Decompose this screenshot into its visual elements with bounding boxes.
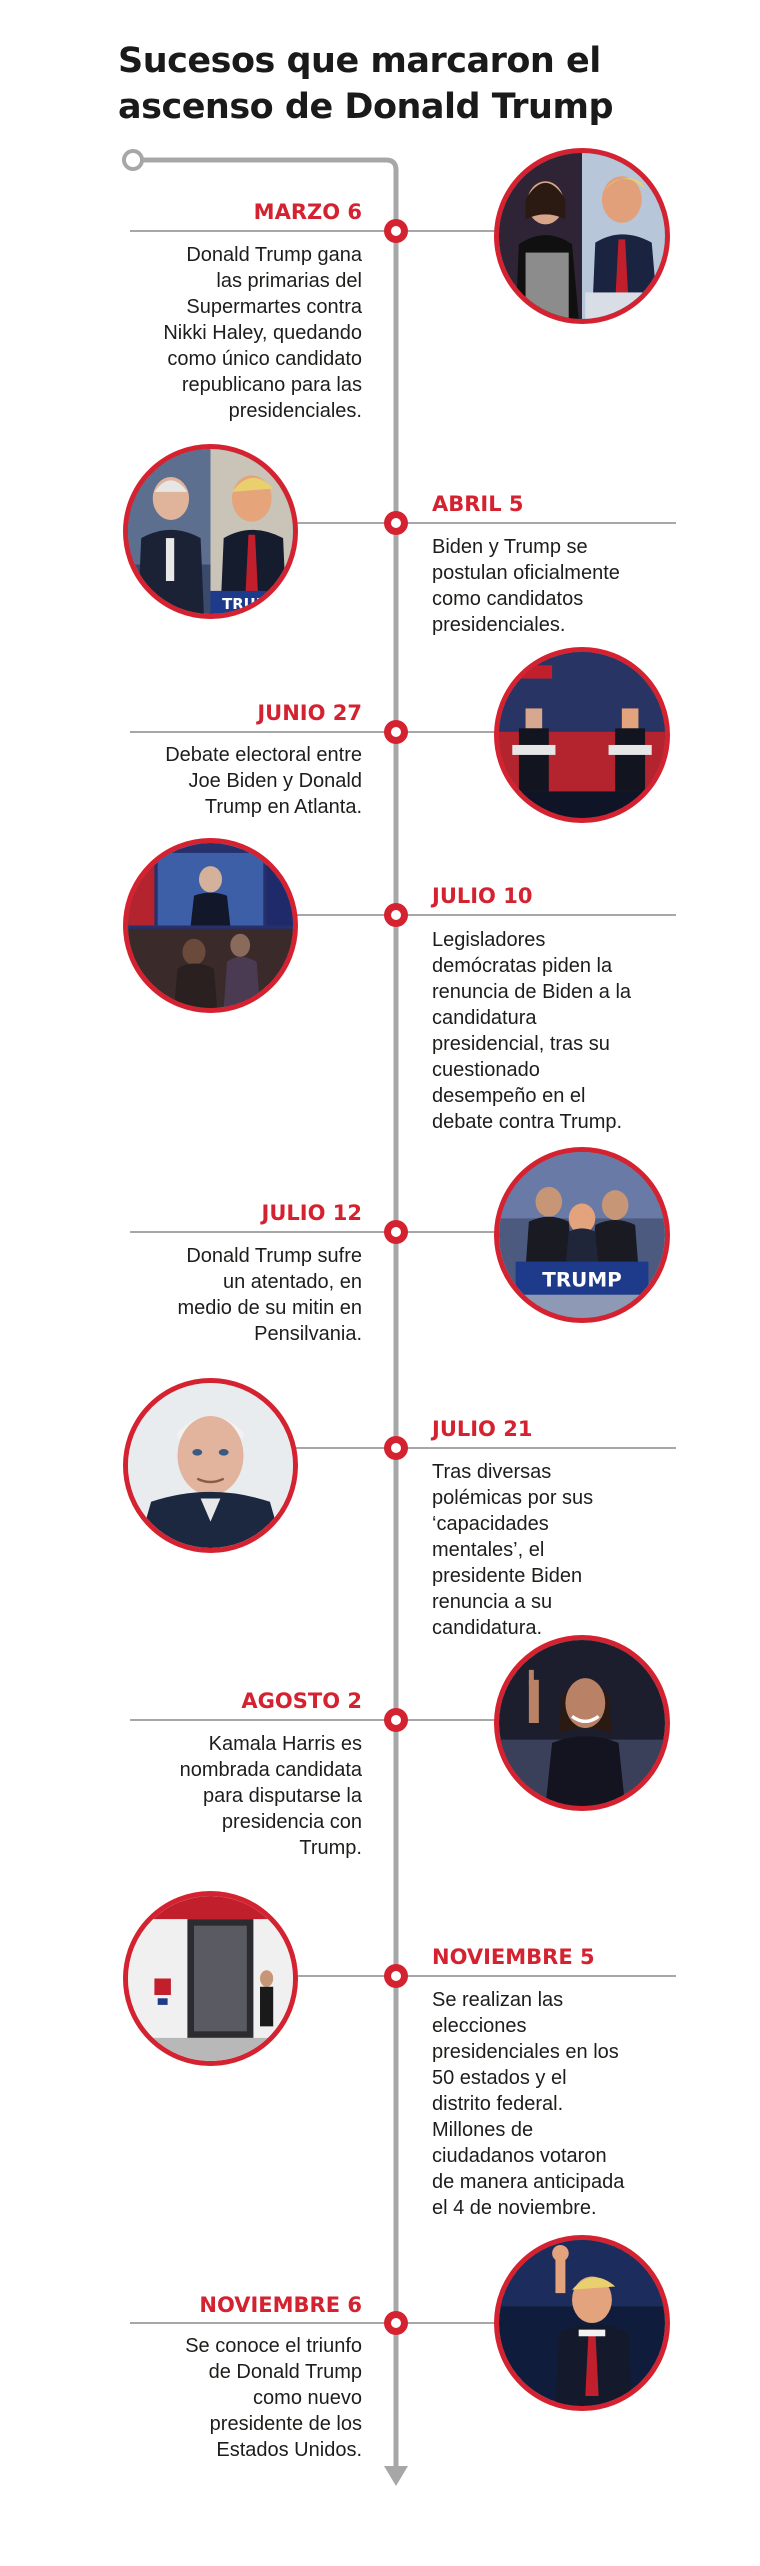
event-description-agosto-2: [180, 1731, 362, 1861]
event-date-agosto-2: AGOSTO 2: [241, 1689, 362, 1713]
event-date-marzo-6: MARZO 6: [253, 200, 362, 224]
event-date-noviembre-5: NOVIEMBRE 5: [432, 1945, 595, 1969]
debate-watch-photo: [123, 838, 298, 1013]
event-text-line: un atentado, en: [222, 1271, 362, 1293]
event-text-line: Trump en Atlanta.: [204, 796, 362, 818]
event-description-julio-21: [432, 1459, 593, 1641]
trump-victory-photo: [494, 2235, 670, 2411]
event-node-center: [391, 1971, 401, 1981]
event-text-line: ciudadanos votaron: [432, 2145, 607, 2167]
event-node-center: [391, 2318, 401, 2328]
event-text-line: Joe Biden y Donald: [188, 770, 362, 792]
event-text-line: las primarias del: [216, 270, 362, 292]
event-text-line: Biden y Trump se: [432, 536, 588, 558]
event-date-julio-21: JULIO 21: [432, 1417, 533, 1441]
event-text-line: presidencial, tras su: [432, 1033, 610, 1055]
event-date-abril-5: ABRIL 5: [432, 492, 524, 516]
event-text-line: Donald Trump gana: [186, 244, 362, 266]
event-text-line: Pensilvania.: [254, 1323, 362, 1345]
event-text-line: presidencia con: [221, 1811, 362, 1833]
event-node-center: [391, 1227, 401, 1237]
event-text-line: Se conoce el triunfo: [185, 2335, 362, 2357]
event-text-line: presidenciales.: [432, 614, 566, 636]
title-line-1: Sucesos que marcaron el: [118, 41, 601, 81]
biden-portrait-photo: [123, 1378, 298, 1553]
event-text-line: Legisladores: [432, 929, 546, 951]
event-text-line: presidente Biden: [432, 1565, 583, 1587]
event-text-line: candidatura.: [432, 1617, 543, 1639]
event-text-line: Donald Trump sufre: [186, 1245, 362, 1267]
debate-photo: [494, 647, 670, 823]
event-text-line: como candidatos: [432, 588, 584, 610]
biden-trump-photo: [123, 444, 298, 619]
event-text-line: Nikki Haley, quedando: [163, 322, 362, 344]
timeline-start-marker: [124, 151, 142, 169]
haley-trump-photo: [494, 148, 670, 324]
event-text-line: Kamala Harris es: [208, 1733, 362, 1755]
event-description-julio-10: [432, 927, 631, 1135]
event-text-line: renuncia de Biden a la: [432, 981, 632, 1003]
event-node-center: [391, 1715, 401, 1725]
event-text-line: de manera anticipada: [432, 2171, 625, 2193]
harris-photo: [494, 1635, 670, 1811]
event-date-junio-27: JUNIO 27: [257, 701, 362, 725]
event-description-noviembre-6: [185, 2333, 362, 2463]
event-text-line: el 4 de noviembre.: [432, 2197, 597, 2219]
event-text-line: Se realizan las: [432, 1989, 564, 2011]
event-node-center: [391, 727, 401, 737]
event-description-noviembre-5: [432, 1987, 624, 2221]
sign-text: TRUMP: [542, 1268, 622, 1292]
event-text-line: polémicas por sus: [432, 1487, 594, 1509]
event-text-line: presidente de los: [209, 2413, 362, 2435]
event-node-center: [391, 1443, 401, 1453]
event-text-line: demócratas piden la: [432, 955, 613, 977]
event-text-line: nombrada candidata: [179, 1759, 362, 1781]
event-text-line: Millones de: [432, 2119, 534, 2141]
event-text-line: postulan oficialmente: [432, 562, 620, 584]
event-date-noviembre-6: NOVIEMBRE 6: [199, 2293, 362, 2317]
event-text-line: mentales’, el: [432, 1539, 545, 1561]
event-text-line: renuncia a su: [432, 1591, 553, 1613]
event-text-line: elecciones: [432, 2015, 527, 2037]
event-description-abril-5: [432, 534, 620, 638]
rally-attack-photo: [494, 1147, 670, 1323]
polling-station-photo: [123, 1891, 298, 2066]
event-text-line: medio de su mitin en: [177, 1297, 362, 1319]
event-text-line: Trump.: [299, 1837, 362, 1859]
timeline-start-connector: [142, 160, 396, 180]
event-text-line: republicano para las: [181, 374, 362, 396]
event-text-line: de Donald Trump: [208, 2361, 362, 2383]
event-text-line: presidenciales en los: [432, 2041, 619, 2063]
event-text-line: 50 estados y el: [432, 2067, 567, 2089]
event-text-line: como único candidato: [167, 348, 362, 370]
timeline-end-arrow: [384, 2466, 408, 2486]
event-text-line: candidatura: [432, 1007, 537, 1029]
event-description-julio-12: [177, 1243, 362, 1347]
sign-text: TRUMP: [222, 595, 282, 614]
title-line-2: ascenso de Donald Trump: [118, 87, 613, 127]
event-date-julio-12: JULIO 12: [261, 1201, 362, 1225]
event-text-line: Supermartes contra: [186, 296, 362, 318]
event-text-line: desempeño en el: [432, 1085, 586, 1107]
event-text-line: Estados Unidos.: [216, 2439, 362, 2461]
event-text-line: cuestionado: [432, 1059, 540, 1081]
event-description-marzo-6: [163, 242, 362, 424]
event-node-center: [391, 226, 401, 236]
event-text-line: para disputarse la: [203, 1785, 362, 1807]
event-node-center: [391, 518, 401, 528]
event-text-line: Debate electoral entre: [165, 744, 362, 766]
event-text-line: presidenciales.: [228, 400, 362, 422]
event-text-line: como nuevo: [253, 2387, 362, 2409]
event-text-line: ‘capacidades: [432, 1513, 549, 1535]
event-text-line: Tras diversas: [432, 1461, 552, 1483]
event-description-junio-27: [165, 742, 362, 820]
event-date-julio-10: JULIO 10: [432, 884, 533, 908]
event-text-line: debate contra Trump.: [432, 1111, 623, 1133]
event-text-line: distrito federal.: [432, 2093, 564, 2115]
event-node-center: [391, 910, 401, 920]
